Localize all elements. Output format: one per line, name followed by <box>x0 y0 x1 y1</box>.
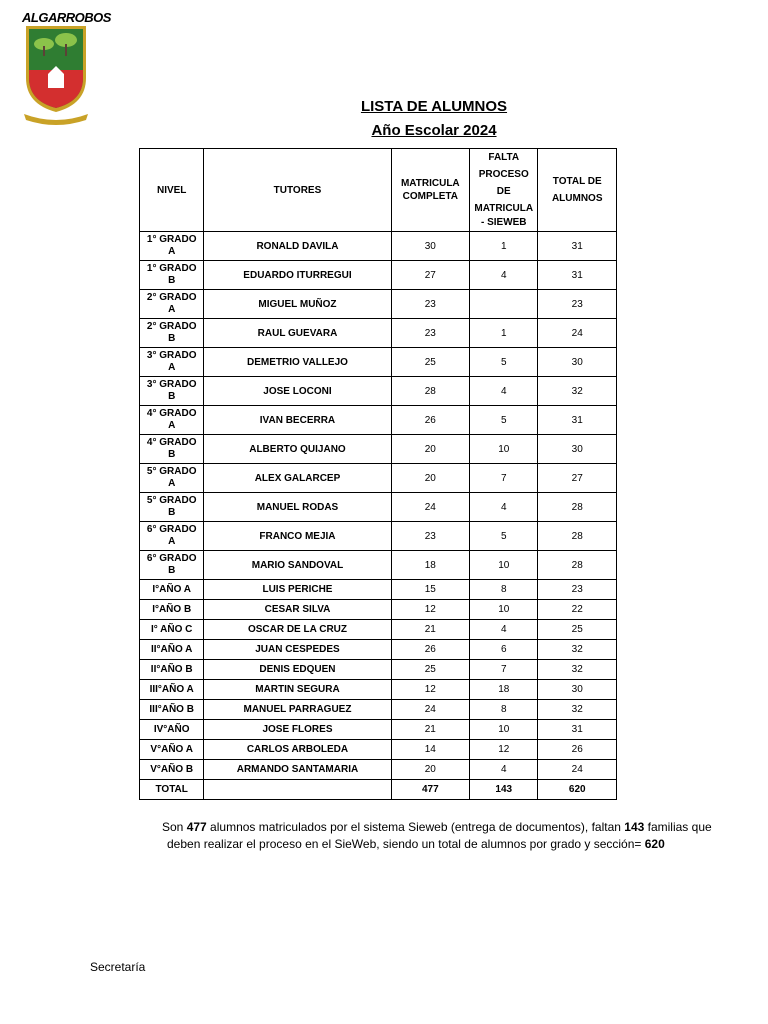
cell-nivel: 4° GRADO B <box>140 435 204 464</box>
cell-nivel: V°AÑO B <box>140 760 204 780</box>
header-matricula: MATRICULA COMPLETA <box>391 149 469 232</box>
cell-matricula: 23 <box>391 319 469 348</box>
table-row <box>140 522 617 551</box>
cell-nivel: 5° GRADO A <box>140 464 204 493</box>
cell-tutor: JOSE LOCONI <box>204 377 391 406</box>
cell-falta <box>470 290 538 319</box>
cell-tutor: ARMANDO SANTAMARIA <box>204 760 391 780</box>
table-row <box>140 760 617 780</box>
table-row <box>140 620 617 640</box>
cell-matricula: 25 <box>391 348 469 377</box>
cell-matricula: 24 <box>391 700 469 720</box>
cell-falta: 5 <box>470 522 538 551</box>
cell-total: 26 <box>538 740 617 760</box>
total-tutor <box>204 780 391 800</box>
cell-falta: 6 <box>470 640 538 660</box>
table-row <box>140 700 617 720</box>
cell-total: 28 <box>538 493 617 522</box>
table-row <box>140 464 617 493</box>
table-row <box>140 377 617 406</box>
cell-total: 31 <box>538 720 617 740</box>
cell-falta: 10 <box>470 551 538 580</box>
table-row <box>140 406 617 435</box>
cell-tutor: MANUEL PARRAGUEZ <box>204 700 391 720</box>
cell-total: 30 <box>538 435 617 464</box>
cell-falta: 5 <box>470 406 538 435</box>
total-matricula: 477 <box>391 780 469 800</box>
cell-tutor: RONALD DAVILA <box>204 232 391 261</box>
table-row <box>140 580 617 600</box>
cell-nivel: I°AÑO A <box>140 580 204 600</box>
cell-matricula: 21 <box>391 720 469 740</box>
total-falta: 143 <box>470 780 538 800</box>
table-row <box>140 232 617 261</box>
school-name: ALGARROBOS <box>22 10 111 25</box>
cell-tutor: IVAN BECERRA <box>204 406 391 435</box>
cell-total: 27 <box>538 464 617 493</box>
cell-matricula: 15 <box>391 580 469 600</box>
cell-matricula: 26 <box>391 640 469 660</box>
summary-faltan: 143 <box>624 820 645 834</box>
cell-total: 23 <box>538 580 617 600</box>
cell-matricula: 24 <box>391 493 469 522</box>
cell-total: 30 <box>538 680 617 700</box>
cell-nivel: 2° GRADO A <box>140 290 204 319</box>
cell-falta: 4 <box>470 493 538 522</box>
table-row <box>140 435 617 464</box>
cell-nivel: 3° GRADO B <box>140 377 204 406</box>
cell-total: 31 <box>538 261 617 290</box>
cell-tutor: MARTIN SEGURA <box>204 680 391 700</box>
cell-nivel: III°AÑO B <box>140 700 204 720</box>
cell-falta: 1 <box>470 232 538 261</box>
cell-tutor: LUIS PERICHE <box>204 580 391 600</box>
table-header-row <box>140 149 617 232</box>
total-alumnos: 620 <box>538 780 617 800</box>
table-row <box>140 640 617 660</box>
cell-matricula: 14 <box>391 740 469 760</box>
cell-tutor: MIGUEL MUÑOZ <box>204 290 391 319</box>
cell-nivel: I°AÑO B <box>140 600 204 620</box>
cell-falta: 4 <box>470 261 538 290</box>
page-title: LISTA DE ALUMNOS <box>360 98 508 115</box>
cell-total: 32 <box>538 640 617 660</box>
cell-matricula: 27 <box>391 261 469 290</box>
cell-matricula: 28 <box>391 377 469 406</box>
cell-nivel: IV°AÑO <box>140 720 204 740</box>
cell-tutor: JUAN CESPEDES <box>204 640 391 660</box>
page-subtitle: Año Escolar 2024 <box>371 122 497 139</box>
table-row <box>140 261 617 290</box>
table-row <box>140 660 617 680</box>
cell-falta: 10 <box>470 600 538 620</box>
summary-paragraph: Son 477 alumnos matriculados por el sistema Sieweb (entrega de documentos), faltan 143 familias que deben realizar el proceso en el SieWeb, siendo un total de alumnos por grado y sección= 620 <box>162 820 712 851</box>
total-label: TOTAL <box>140 780 204 800</box>
cell-nivel: II°AÑO B <box>140 660 204 680</box>
cell-matricula: 12 <box>391 600 469 620</box>
cell-falta: 10 <box>470 720 538 740</box>
cell-falta: 8 <box>470 700 538 720</box>
table-total-row <box>140 780 617 800</box>
cell-falta: 10 <box>470 435 538 464</box>
cell-total: 25 <box>538 620 617 640</box>
cell-total: 24 <box>538 760 617 780</box>
cell-tutor: CARLOS ARBOLEDA <box>204 740 391 760</box>
cell-total: 28 <box>538 522 617 551</box>
header-falta: FALTA PROCESO DE MATRICULA - SIEWEB <box>470 149 538 232</box>
cell-tutor: MARIO SANDOVAL <box>204 551 391 580</box>
cell-total: 31 <box>538 232 617 261</box>
cell-total: 28 <box>538 551 617 580</box>
cell-matricula: 30 <box>391 232 469 261</box>
cell-total: 30 <box>538 348 617 377</box>
header-total: TOTAL DE ALUMNOS <box>538 149 617 232</box>
signature-label: Secretaría <box>90 960 146 974</box>
summary-total: 620 <box>644 837 665 851</box>
cell-nivel: 4° GRADO A <box>140 406 204 435</box>
cell-total: 23 <box>538 290 617 319</box>
table-row <box>140 720 617 740</box>
cell-nivel: 6° GRADO A <box>140 522 204 551</box>
cell-matricula: 23 <box>391 522 469 551</box>
cell-total: 24 <box>538 319 617 348</box>
cell-falta: 12 <box>470 740 538 760</box>
table-row <box>140 348 617 377</box>
cell-matricula: 20 <box>391 435 469 464</box>
cell-tutor: JOSE FLORES <box>204 720 391 740</box>
cell-nivel: 2° GRADO B <box>140 319 204 348</box>
cell-tutor: FRANCO MEJIA <box>204 522 391 551</box>
table-row <box>140 680 617 700</box>
cell-tutor: EDUARDO ITURREGUI <box>204 261 391 290</box>
cell-total: 32 <box>538 660 617 680</box>
cell-tutor: ALEX GALARCEP <box>204 464 391 493</box>
cell-falta: 7 <box>470 660 538 680</box>
cell-nivel: II°AÑO A <box>140 640 204 660</box>
cell-tutor: ALBERTO QUIJANO <box>204 435 391 464</box>
cell-falta: 4 <box>470 620 538 640</box>
students-table <box>139 148 617 800</box>
cell-tutor: CESAR SILVA <box>204 600 391 620</box>
cell-nivel: 5° GRADO B <box>140 493 204 522</box>
cell-total: 32 <box>538 700 617 720</box>
cell-nivel: 1° GRADO A <box>140 232 204 261</box>
cell-nivel: 6° GRADO B <box>140 551 204 580</box>
cell-tutor: RAUL GUEVARA <box>204 319 391 348</box>
cell-falta: 8 <box>470 580 538 600</box>
table-row <box>140 600 617 620</box>
cell-matricula: 20 <box>391 760 469 780</box>
cell-falta: 4 <box>470 377 538 406</box>
cell-matricula: 18 <box>391 551 469 580</box>
summary-matriculados: 477 <box>186 820 207 834</box>
cell-matricula: 26 <box>391 406 469 435</box>
cell-matricula: 12 <box>391 680 469 700</box>
cell-matricula: 20 <box>391 464 469 493</box>
cell-nivel: 3° GRADO A <box>140 348 204 377</box>
cell-tutor: DEMETRIO VALLEJO <box>204 348 391 377</box>
header-tutores: TUTORES <box>204 149 391 232</box>
cell-tutor: DENIS EDQUEN <box>204 660 391 680</box>
cell-nivel: III°AÑO A <box>140 680 204 700</box>
header-nivel: NIVEL <box>140 149 204 232</box>
cell-total: 32 <box>538 377 617 406</box>
cell-total: 22 <box>538 600 617 620</box>
cell-falta: 7 <box>470 464 538 493</box>
cell-falta: 1 <box>470 319 538 348</box>
cell-total: 31 <box>538 406 617 435</box>
cell-falta: 5 <box>470 348 538 377</box>
cell-matricula: 25 <box>391 660 469 680</box>
table-row <box>140 290 617 319</box>
cell-falta: 4 <box>470 760 538 780</box>
table-row <box>140 551 617 580</box>
cell-tutor: MANUEL RODAS <box>204 493 391 522</box>
cell-matricula: 23 <box>391 290 469 319</box>
table-row <box>140 493 617 522</box>
cell-tutor: OSCAR DE LA CRUZ <box>204 620 391 640</box>
cell-matricula: 21 <box>391 620 469 640</box>
cell-falta: 18 <box>470 680 538 700</box>
cell-nivel: V°AÑO A <box>140 740 204 760</box>
cell-nivel: I° AÑO C <box>140 620 204 640</box>
table-row <box>140 319 617 348</box>
table-row <box>140 740 617 760</box>
cell-nivel: 1° GRADO B <box>140 261 204 290</box>
